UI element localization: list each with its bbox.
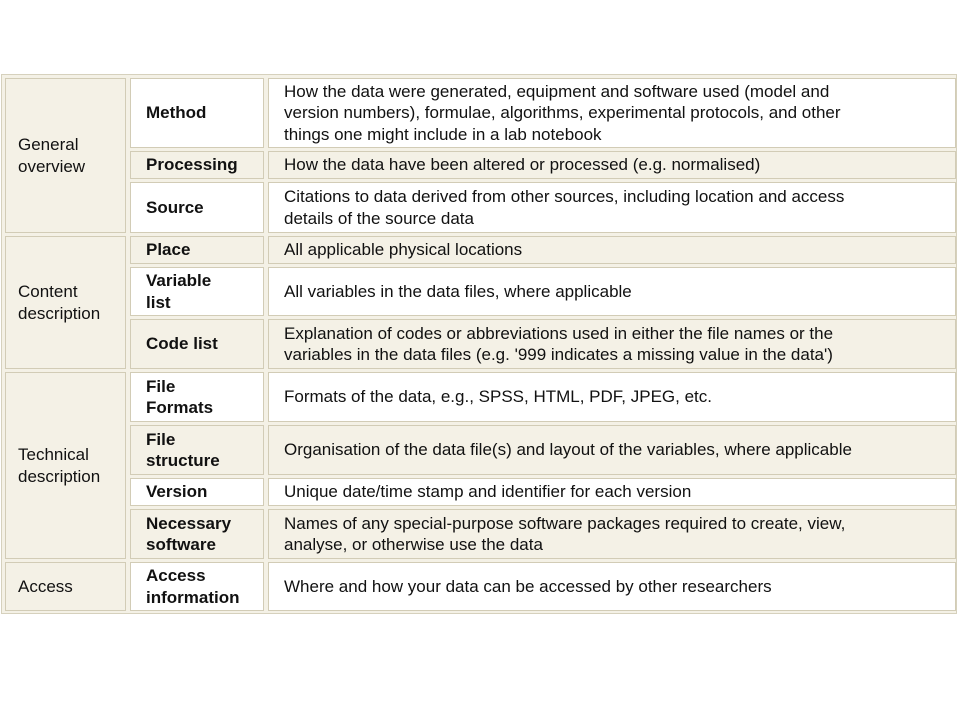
row-description-necessary-software: Names of any special-purpose software packages required to create, view, analyse, or otherwise use the data bbox=[268, 509, 956, 559]
row-label-method: Method bbox=[130, 78, 264, 148]
row-description-source: Citations to data derived from other sources, including location and access details of the source data bbox=[268, 182, 956, 233]
category-content-description bbox=[5, 236, 126, 369]
row-label-place: Place bbox=[130, 236, 264, 264]
row-description-version: Unique date/time stamp and identifier for each version bbox=[268, 478, 956, 506]
category-label: Access bbox=[18, 576, 73, 596]
row-description-processing: How the data have been altered or processed (e.g. normalised) bbox=[268, 151, 956, 179]
row-description-file-structure: Organisation of the data file(s) and layout of the variables, where applicable bbox=[268, 425, 956, 475]
row-description-file-formats: Formats of the data, e.g., SPSS, HTML, PDF, JPEG, etc. bbox=[268, 372, 956, 422]
category-label: General overview bbox=[18, 135, 86, 176]
category-label: Technical description bbox=[18, 445, 101, 486]
row-label-file-formats: File Formats bbox=[130, 372, 264, 422]
row-label-necessary-software: Necessary software bbox=[130, 509, 264, 559]
category-label: Content description bbox=[18, 282, 101, 323]
row-label-code-list: Code list bbox=[130, 319, 264, 369]
row-label-processing: Processing bbox=[130, 151, 264, 179]
row-label-variable-list: Variable list bbox=[130, 267, 264, 316]
category-general-overview bbox=[5, 78, 126, 233]
category-access bbox=[5, 562, 126, 611]
row-description-method: How the data were generated, equipment and software used (model and version numbers), formulae, algorithms, experimental protocols, and other things one might include in a lab notebook bbox=[268, 78, 956, 148]
row-label-file-structure: File structure bbox=[130, 425, 264, 475]
row-label-version: Version bbox=[130, 478, 264, 506]
row-description-place: All applicable physical locations bbox=[268, 236, 956, 264]
row-description-access-information: Where and how your data can be accessed by other researchers bbox=[268, 562, 956, 611]
row-description-code-list: Explanation of codes or abbreviations used in either the file names or the variables in the data files (e.g. '999 indicates a missing value in the data') bbox=[268, 319, 956, 369]
row-description-variable-list: All variables in the data files, where applicable bbox=[268, 267, 956, 316]
row-label-access-information: Access information bbox=[130, 562, 264, 611]
category-technical-description bbox=[5, 372, 126, 559]
row-label-source: Source bbox=[130, 182, 264, 233]
